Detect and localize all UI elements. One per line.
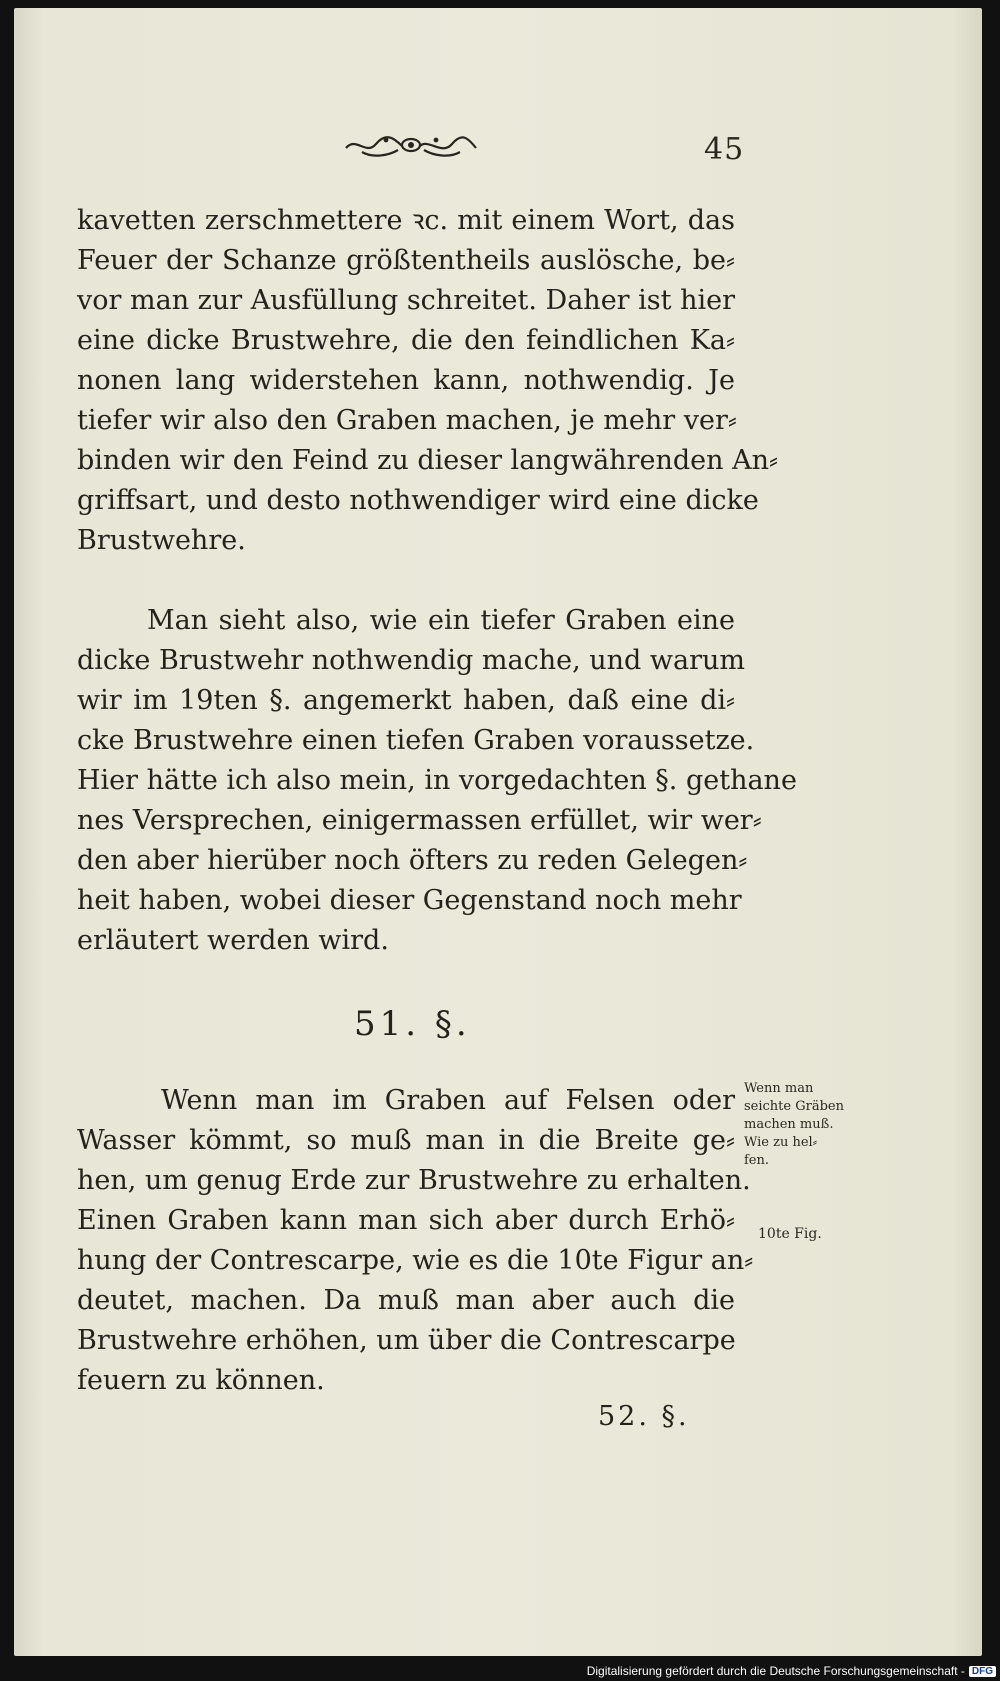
text-line: den aber hierüber noch öfters zu reden Gelegen⸗ [77, 845, 748, 876]
page-number: 45 [704, 132, 745, 167]
text-line: dicke Brustwehr nothwendig mache, und warum [77, 645, 746, 676]
paragraph-continued [77, 201, 778, 561]
text-line: nes Versprechen, einigermassen erfüllet, wir wer⸗ [77, 805, 762, 836]
text-line: griffsart, und desto nothwendiger wird eine dicke [77, 485, 759, 516]
marginal-line: machen muß. [744, 1117, 834, 1132]
text-line: Brustwehre erhöhen, um über die Contrescarpe [77, 1325, 736, 1356]
text-line: Hier hätte ich also mein, in vorgedachten §. gethane [77, 765, 797, 796]
text-line: vor man zur Ausfüllung schreitet. Daher ist hier [77, 285, 735, 316]
text-line: deutet, machen. Da muß man aber auch die [77, 1285, 735, 1316]
figure-reference: 10te Fig. [758, 1226, 822, 1242]
text-line: binden wir den Feind zu dieser langwährenden An⸗ [77, 445, 778, 476]
text-line: eine dicke Brustwehre, die den feindlichen Ka⸗ [77, 325, 735, 356]
text-line: heit haben, wobei dieser Gegenstand noch mehr [77, 885, 742, 916]
digitization-footer [587, 1664, 996, 1678]
dfg-logo: DFG [969, 1666, 996, 1677]
text-line: hung der Contrescarpe, wie es die 10te Figur an⸗ [77, 1245, 754, 1276]
section-heading: 51. §. [354, 1004, 471, 1044]
marginal-line: Wenn man [744, 1081, 814, 1096]
paragraph [77, 601, 797, 961]
marginal-line: seichte Gräben [744, 1099, 844, 1114]
text-line: cke Brustwehre einen tiefen Graben voraussetze. [77, 725, 755, 756]
book-page [14, 8, 982, 1656]
text-line: kavetten zerschmettere ꝛc. mit einem Wort, das [77, 205, 735, 236]
text-line: erläutert werden wird. [77, 925, 389, 956]
text-line: Wasser kömmt, so muß man in die Breite ge⸗ [77, 1125, 735, 1156]
text-line: wir im 19ten §. angemerkt haben, daß eine di⸗ [77, 685, 735, 716]
marginal-note [744, 1080, 854, 1170]
marginal-line: fen. [744, 1153, 770, 1168]
text-line: tiefer wir also den Graben machen, je mehr ver⸗ [77, 405, 737, 436]
paragraph [77, 1081, 754, 1401]
marginal-line: Wie zu hel⸗ [744, 1135, 818, 1150]
text-line: Feuer der Schanze größtentheils auslösche, be⸗ [77, 245, 735, 276]
text-line: Man sieht also, wie ein tiefer Graben eine [147, 605, 735, 636]
text-line: Brustwehre. [77, 525, 246, 556]
ornament-vignette [342, 130, 480, 160]
footer-credit: Digitalisierung gefördert durch die Deutsche Forschungsgemeinschaft - [586, 1664, 965, 1678]
text-line: feuern zu können. [77, 1365, 325, 1396]
text-line: nonen lang widerstehen kann, nothwendig. Je [77, 365, 735, 396]
text-line: Wenn man im Graben auf Felsen oder [161, 1085, 735, 1116]
text-line: Einen Graben kann man sich aber durch Erhö⸗ [77, 1205, 735, 1236]
catchword: 52. §. [598, 1401, 690, 1432]
text-line: hen, um genug Erde zur Brustwehre zu erhalten. [77, 1165, 751, 1196]
